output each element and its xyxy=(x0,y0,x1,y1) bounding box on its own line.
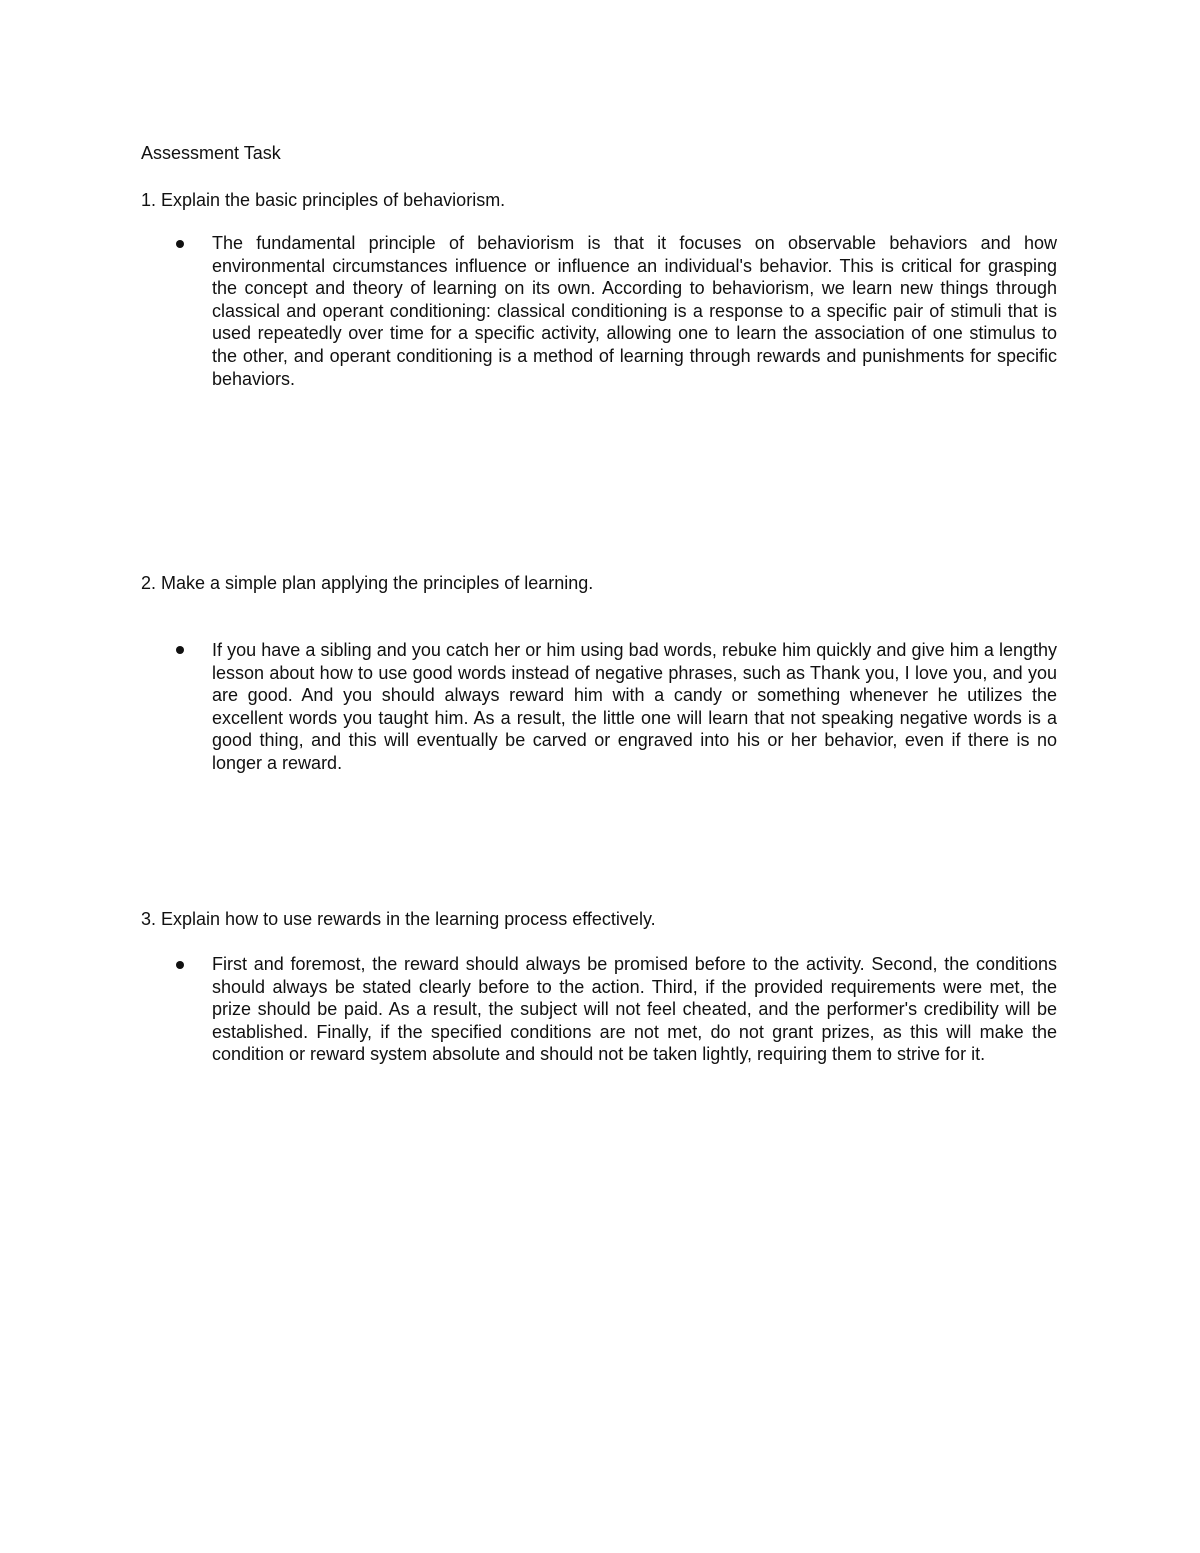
bullet-icon xyxy=(176,961,184,969)
question-1: 1. Explain the basic principles of behaviorism. xyxy=(141,190,506,210)
bullet-icon xyxy=(176,646,184,654)
answer-3: First and foremost, the reward should always be promised before to the activity. Second, the conditions should always be stated clearly before to the action. Third, if the provided requirements were met, the prize should be paid. As a result, the subject will not feel cheated, and the performer's credibility will be established. Finally, if the specified conditions are not met, do not grant prizes, as this will make the condition or reward system absolute and should not be taken lightly, requiring them to strive for it. xyxy=(212,954,1057,1065)
question-3: 3. Explain how to use rewards in the learning process effectively. xyxy=(141,909,656,929)
answer-1: The fundamental principle of behaviorism is that it focuses on observable behaviors and how environmental circumstances influence or influence an individual's behavior. This is critical for grasping the concept and theory of learning on its own. According to behaviorism, we learn new things through classical and operant conditioning: classical conditioning is a response to a specific pair of stimuli that is used repeatedly over time for a specific activity, allowing one to learn the association of one stimulus to the other, and operant conditioning is a method of learning through rewards and punishments for specific behaviors. xyxy=(212,233,1057,389)
bullet-icon xyxy=(176,240,184,248)
document-title: Assessment Task xyxy=(141,143,281,163)
question-2: 2. Make a simple plan applying the principles of learning. xyxy=(141,573,594,593)
answer-2: If you have a sibling and you catch her or him using bad words, rebuke him quickly and give him a lengthy lesson about how to use good words instead of negative phrases, such as Thank you, I love you, and you are good. And you should always reward him with a candy or something whenever he utilizes the excellent words you taught him. As a result, the little one will learn that not speaking negative words is a good thing, and this will eventually be carved or engraved into his or her behavior, even if there is no longer a reward. xyxy=(212,640,1057,773)
